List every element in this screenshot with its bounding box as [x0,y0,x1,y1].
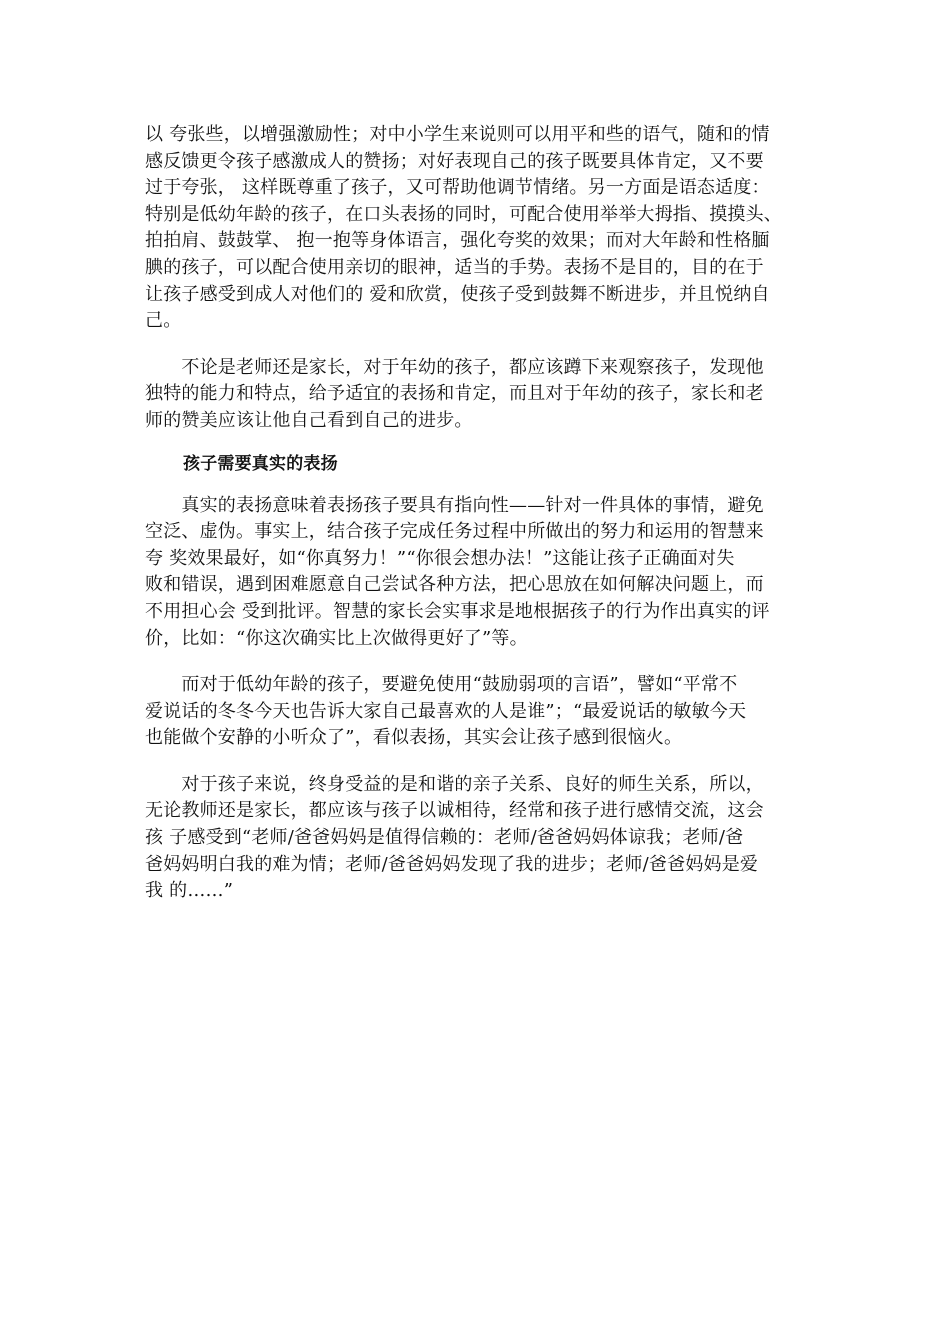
text-line: 价，比如：“你这次确实比上次做得更好了”等。 [145,627,528,649]
text-line: 师的赞美应该让他自己看到自己的进步。 [145,409,473,431]
paragraph [145,122,805,335]
text-line: 孩 子感受到“老师/爸爸妈妈是值得信赖的：老师/爸爸妈妈体谅我；老师/爸 [145,827,744,849]
text-line: 让孩子感受到成人对他们的 爱和欣赏，使孩子受到鼓舞不断进步，并且悦纳自 [145,283,770,305]
text-line: 对于孩子来说，终身受益的是和谐的亲子关系、良好的师生关系，所以， [145,773,764,795]
text-line: 过于夸张， 这样既尊重了孩子，又可帮助他调节情绪。另一方面是语态适度： [145,177,770,199]
text-line: 不论是老师还是家长，对于年幼的孩子，都应该蹲下来观察孩子，发现他 [145,356,764,378]
text-line: 夸 奖效果最好，如“你真努力！”“你很会想办法！”这能让孩子正确面对失 [145,547,735,569]
text-line: 腆的孩子，可以配合使用亲切的眼神，适当的手势。表扬不是目的，目的在于 [145,256,764,278]
text-line: 以 夸张些，以增强激励性；对中小学生来说则可以用平和些的语气，随和的情 [145,124,770,145]
text-line: 败和错误，遇到困难愿意自己尝试各种方法，把心思放在如何解决问题上，而 [145,574,764,596]
text-line: 特别是低幼年龄的孩子，在口头表扬的同时，可配合使用举举大拇指、摸摸头、 [145,203,782,225]
paragraph [145,355,805,435]
text-line: 爱说话的冬冬今天也告诉大家自己最喜欢的人是谁”；“最爱说话的敏敏今天 [145,700,747,722]
paragraph [145,493,805,653]
text-line: 真实的表扬意味着表扬孩子要具有指向性——针对一件具体的事情，避免 [145,494,764,516]
text-line: 空泛、虚伪。事实上，结合孩子完成任务过程中所做出的努力和运用的智慧来 [145,521,764,543]
document-body [145,122,805,905]
text-line: 无论教师还是家长，都应该与孩子以诚相待，经常和孩子进行感情交流，这会 [145,800,764,822]
paragraph [145,772,805,905]
text-line: 独特的能力和特点，给予适宜的表扬和肯定，而且对于年幼的孩子，家长和老 [145,383,764,405]
paragraph [145,672,805,752]
text-line: 也能做个安静的小听众了”，看似表扬，其实会让孩子感到很恼火。 [145,727,683,749]
text-line: 拍拍肩、鼓鼓掌、 抱一抱等身体语言，强化夸奖的效果；而对大年龄和性格腼 [145,230,770,252]
text-line: 爸妈妈明白我的难为情；老师/爸爸妈妈发现了我的进步；老师/爸爸妈妈是爱 [145,853,759,875]
text-line: 不用担心会 受到批评。智慧的家长会实事求是地根据孩子的行为作出真实的评 [145,600,770,622]
section-heading: 孩子需要真实的表扬 [183,453,338,474]
text-line: 我 的……” [145,880,234,902]
text-line: 感反馈更令孩子感激成人的赞扬；对好表现自己的孩子既要具体肯定，又不要 [145,150,764,172]
text-line: 而对于低幼年龄的孩子，要避免使用“鼓励弱项的言语”，譬如“平常不 [145,674,738,696]
text-line: 己。 [145,310,182,332]
